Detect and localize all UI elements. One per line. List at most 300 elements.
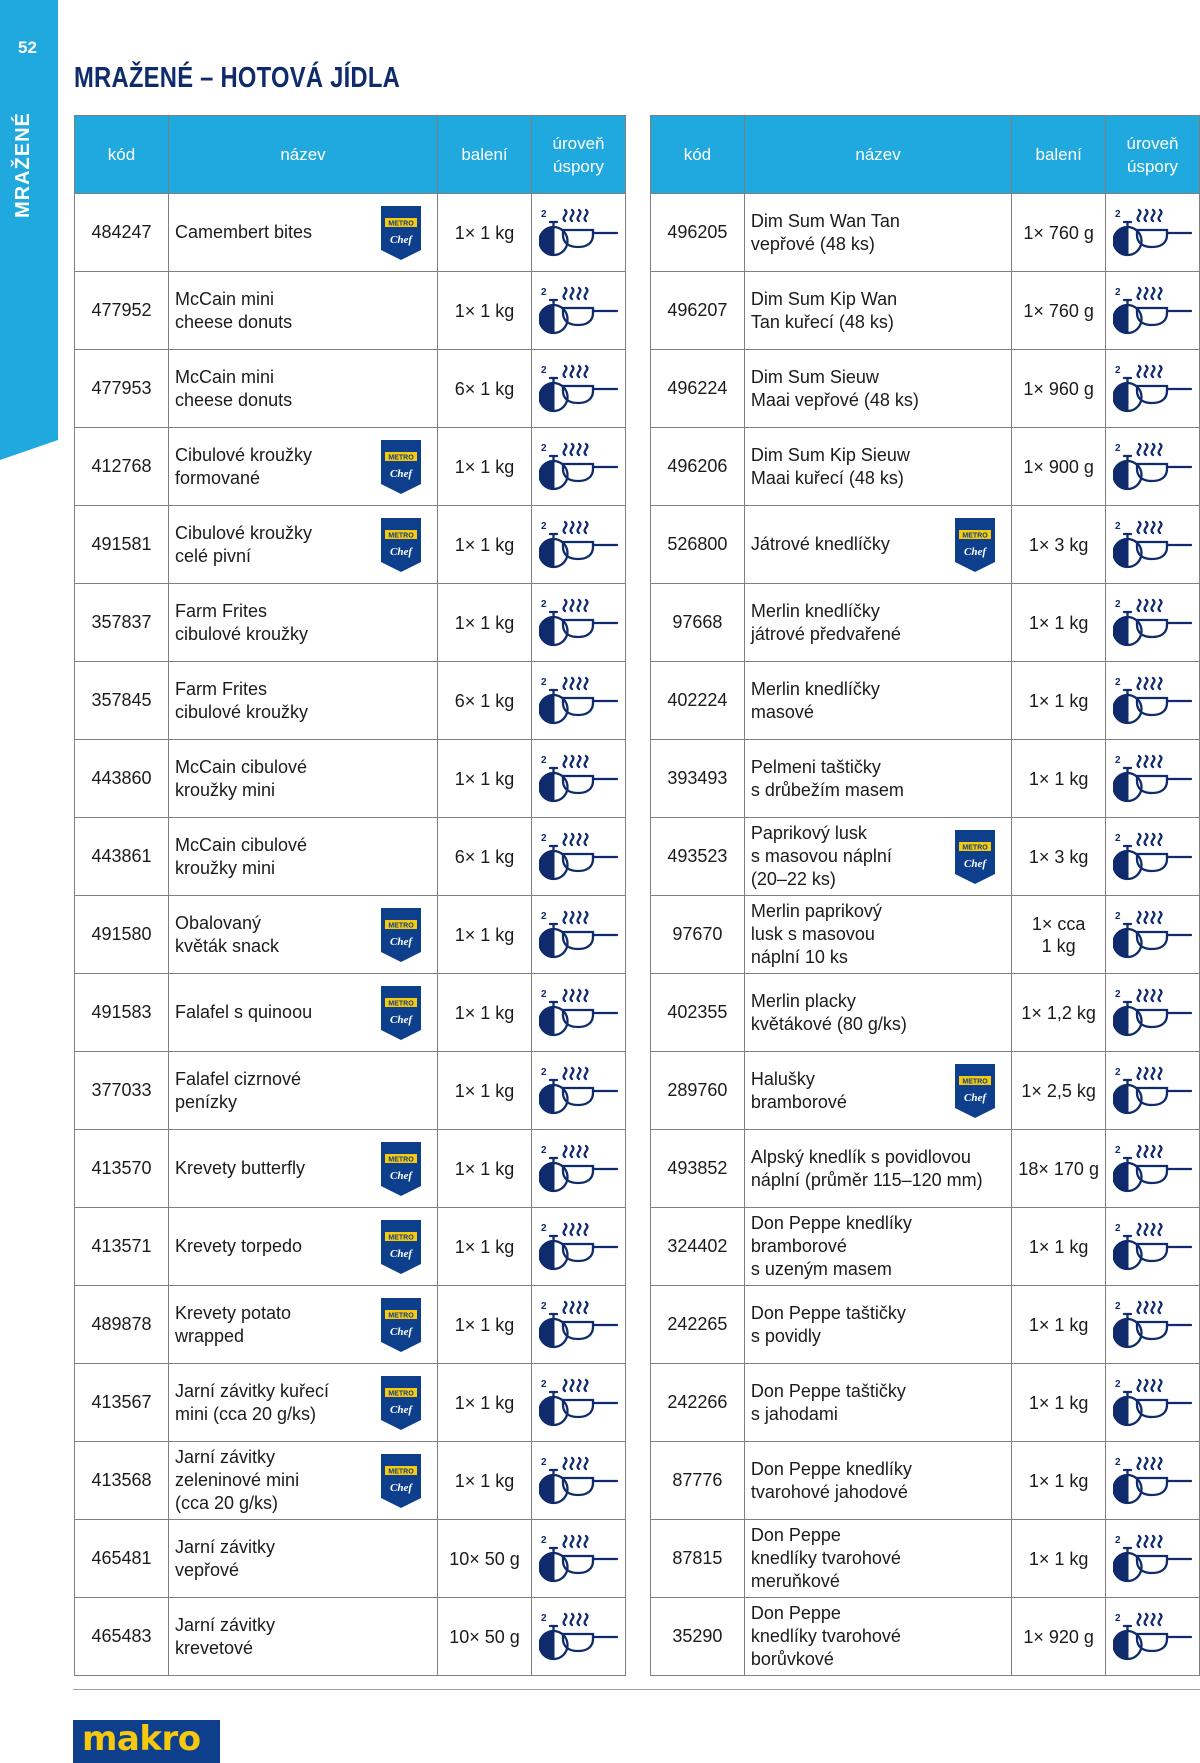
product-name-cell <box>744 350 1011 428</box>
savings-level-number: 2 <box>1114 364 1121 376</box>
product-pack: 1× 760 g <box>1012 272 1106 350</box>
savings-level-cell <box>1106 1364 1200 1442</box>
product-name: Don Peppe knedlíky bramborové s uzeným masem <box>750 1213 912 1279</box>
product-pack: 1× 1 kg <box>438 428 532 506</box>
table-row <box>651 662 1200 740</box>
savings-level-cell <box>1106 1520 1200 1598</box>
product-name: Don Peppe knedlíky tvarohové borůvkové <box>750 1603 901 1669</box>
product-pack: 1× 1 kg <box>438 896 532 974</box>
product-name-cell <box>744 584 1011 662</box>
chef-badge-bottom-text: Chef <box>390 1403 412 1416</box>
product-name-cell <box>169 1520 438 1598</box>
section-tab-shape <box>0 0 60 465</box>
savings-level-number: 2 <box>540 1378 547 1390</box>
table-row <box>651 1598 1200 1676</box>
product-pack: 1× 1 kg <box>1012 662 1106 740</box>
table-row <box>651 194 1200 272</box>
product-code: 496206 <box>651 428 745 506</box>
savings-level-icon <box>539 1143 619 1195</box>
product-code: 242266 <box>651 1364 745 1442</box>
savings-level-icon <box>539 675 619 727</box>
header-pack: balení <box>438 116 532 194</box>
metro-chef-icon <box>381 1454 421 1508</box>
chef-badge-bottom-text: Chef <box>390 1481 412 1494</box>
header-code: kód <box>75 116 169 194</box>
chef-badge-bottom-text: Chef <box>964 1091 987 1104</box>
savings-level-number: 2 <box>540 988 547 1000</box>
product-pack: 1× 960 g <box>1012 350 1106 428</box>
savings-level-icon <box>539 1611 619 1663</box>
product-name: Játrové knedlíčky <box>750 534 890 554</box>
savings-level-number: 2 <box>1114 1378 1121 1390</box>
chef-badge-top-text: METRO <box>388 1312 414 1319</box>
savings-level-cell <box>532 1598 626 1676</box>
product-pack: 1× 1 kg <box>438 1442 532 1520</box>
savings-level-icon <box>1113 1455 1193 1507</box>
product-name: McCain cibulové kroužky mini <box>175 756 308 800</box>
savings-level-icon <box>1113 1533 1193 1585</box>
product-name: Falafel s quinoou <box>175 1002 313 1022</box>
savings-level-number: 2 <box>1114 1144 1121 1156</box>
chef-badge-top-text: METRO <box>388 1000 414 1007</box>
product-name-cell <box>744 1130 1011 1208</box>
savings-level-cell <box>532 506 626 584</box>
savings-level-icon <box>1113 1065 1193 1117</box>
product-pack: 1× 1 kg <box>1012 740 1106 818</box>
chef-badge-top-text: METRO <box>388 220 414 227</box>
metro-chef-icon <box>955 518 995 572</box>
savings-level-cell <box>532 1442 626 1520</box>
table-row <box>75 1286 626 1364</box>
savings-level-cell <box>1106 506 1200 584</box>
table-row <box>651 1130 1200 1208</box>
product-pack: 6× 1 kg <box>438 350 532 428</box>
savings-level-icon <box>539 597 619 649</box>
product-pack: 1× cca 1 kg <box>1012 896 1106 974</box>
product-code: 491583 <box>75 974 169 1052</box>
product-pack: 1× 1 kg <box>438 584 532 662</box>
product-pack: 1× 1 kg <box>438 974 532 1052</box>
product-code: 526800 <box>651 506 745 584</box>
savings-level-number: 2 <box>540 1066 547 1078</box>
product-name-cell <box>744 662 1011 740</box>
table-row <box>75 194 626 272</box>
savings-level-icon <box>539 1065 619 1117</box>
savings-level-number: 2 <box>540 1222 547 1234</box>
savings-level-icon <box>539 1455 619 1507</box>
product-pack: 1× 1 kg <box>438 1052 532 1130</box>
chef-badge-bottom-text: Chef <box>964 857 987 870</box>
savings-level-cell <box>532 350 626 428</box>
product-name: Don Peppe knedlíky tvarohové jahodové <box>750 1458 912 1502</box>
savings-level-number: 2 <box>540 208 547 220</box>
product-name: Merlin knedlíčky játrové předvařené <box>750 600 901 644</box>
chef-badge-bottom-text: Chef <box>390 233 412 246</box>
product-pack: 1× 1,2 kg <box>1012 974 1106 1052</box>
savings-level-number: 2 <box>1114 598 1121 610</box>
product-name: Dim Sum Sieuw Maai vepřové (48 ks) <box>750 366 919 410</box>
savings-level-number: 2 <box>540 520 547 532</box>
product-name: Falafel cizrnové penízky <box>175 1068 302 1112</box>
product-name: Pelmeni taštičky s drůbežím masem <box>750 756 904 800</box>
savings-level-number: 2 <box>540 1612 547 1624</box>
savings-level-icon <box>539 831 619 883</box>
product-pack: 1× 1 kg <box>1012 1364 1106 1442</box>
chef-badge-top-text: METRO <box>962 844 988 851</box>
savings-level-icon <box>1113 519 1193 571</box>
product-name-cell <box>169 1598 438 1676</box>
product-pack: 6× 1 kg <box>438 662 532 740</box>
metro-chef-icon <box>381 908 421 962</box>
table-row <box>651 896 1200 974</box>
chef-badge-top-text: METRO <box>388 1468 414 1475</box>
chef-badge-bottom-text: Chef <box>390 935 412 948</box>
product-pack: 1× 2,5 kg <box>1012 1052 1106 1130</box>
savings-level-icon <box>1113 675 1193 727</box>
product-pack: 1× 920 g <box>1012 1598 1106 1676</box>
product-pack: 1× 1 kg <box>438 272 532 350</box>
table-row <box>75 1052 626 1130</box>
product-table-left <box>74 115 626 1676</box>
product-pack: 1× 1 kg <box>1012 1520 1106 1598</box>
product-pack: 1× 1 kg <box>438 194 532 272</box>
product-name: Merlin placky květákové (80 g/ks) <box>750 990 907 1034</box>
table-row <box>75 1520 626 1598</box>
savings-level-icon <box>1113 1299 1193 1351</box>
product-name: Don Peppe taštičky s jahodami <box>750 1380 906 1424</box>
product-code: 496207 <box>651 272 745 350</box>
table-row <box>651 1364 1200 1442</box>
savings-level-number: 2 <box>1114 910 1121 922</box>
product-code: 357837 <box>75 584 169 662</box>
product-name: Jarní závitky kuřecí mini (cca 20 g/ks) <box>175 1380 330 1424</box>
product-code: 443861 <box>75 818 169 896</box>
chef-badge-bottom-text: Chef <box>390 545 412 558</box>
savings-level-cell <box>1106 740 1200 818</box>
savings-level-number: 2 <box>540 1144 547 1156</box>
table-row <box>651 506 1200 584</box>
product-code: 289760 <box>651 1052 745 1130</box>
savings-level-icon <box>1113 207 1193 259</box>
product-name: Obalovaný květák snack <box>175 912 280 956</box>
product-name-cell <box>744 974 1011 1052</box>
savings-level-number: 2 <box>540 754 547 766</box>
table-row <box>651 974 1200 1052</box>
savings-level-number: 2 <box>540 910 547 922</box>
savings-level-icon <box>1113 285 1193 337</box>
product-name-cell <box>169 350 438 428</box>
metro-chef-icon <box>955 830 995 884</box>
savings-level-cell <box>1106 1442 1200 1520</box>
savings-level-icon <box>1113 1143 1193 1195</box>
product-code: 413568 <box>75 1442 169 1520</box>
product-code: 402355 <box>651 974 745 1052</box>
savings-level-number: 2 <box>1114 442 1121 454</box>
savings-level-number: 2 <box>1114 1534 1121 1546</box>
product-code: 357845 <box>75 662 169 740</box>
product-name-cell <box>169 194 438 272</box>
product-code: 477952 <box>75 272 169 350</box>
product-name-cell <box>744 818 1011 896</box>
product-name: Dim Sum Kip Sieuw Maai kuřecí (48 ks) <box>750 444 910 488</box>
savings-level-number: 2 <box>1114 520 1121 532</box>
metro-chef-icon <box>955 1064 995 1118</box>
savings-level-cell <box>532 1130 626 1208</box>
table-row <box>75 428 626 506</box>
table-row <box>75 1598 626 1676</box>
chef-badge-top-text: METRO <box>388 532 414 539</box>
savings-level-cell <box>532 584 626 662</box>
product-name: Krevety butterfly <box>175 1158 306 1178</box>
product-code: 496205 <box>651 194 745 272</box>
table-row <box>75 896 626 974</box>
table-row <box>75 1364 626 1442</box>
product-name-cell <box>744 194 1011 272</box>
product-name-cell <box>744 272 1011 350</box>
table-row <box>651 1052 1200 1130</box>
savings-level-icon <box>539 207 619 259</box>
savings-level-icon <box>1113 1221 1193 1273</box>
product-table-right <box>650 115 1200 1676</box>
product-name-cell <box>169 974 438 1052</box>
product-name: Farm Frites cibulové kroužky <box>175 678 309 722</box>
savings-level-cell <box>532 974 626 1052</box>
product-code: 413570 <box>75 1130 169 1208</box>
product-name-cell <box>744 1286 1011 1364</box>
product-pack: 1× 3 kg <box>1012 506 1106 584</box>
product-name-cell <box>169 1052 438 1130</box>
savings-level-cell <box>532 1208 626 1286</box>
savings-level-cell <box>1106 662 1200 740</box>
header-savings: úroveň úspory <box>1106 116 1200 194</box>
makro-logo <box>73 1720 220 1763</box>
chef-badge-top-text: METRO <box>962 532 988 539</box>
savings-level-number: 2 <box>540 1456 547 1468</box>
product-code: 242265 <box>651 1286 745 1364</box>
product-code: 443860 <box>75 740 169 818</box>
product-name: Farm Frites cibulové kroužky <box>175 600 309 644</box>
savings-level-number: 2 <box>540 676 547 688</box>
metro-chef-icon <box>381 1220 421 1274</box>
chef-badge-top-text: METRO <box>388 1390 414 1397</box>
product-pack: 1× 1 kg <box>438 740 532 818</box>
product-name-cell <box>169 1364 438 1442</box>
savings-level-icon <box>539 987 619 1039</box>
product-name-cell <box>169 428 438 506</box>
table-row <box>75 740 626 818</box>
product-code: 465481 <box>75 1520 169 1598</box>
product-name: Paprikový lusk s masovou náplní (20–22 ks) <box>750 823 892 889</box>
savings-level-cell <box>532 194 626 272</box>
table-row <box>651 350 1200 428</box>
product-code: 413567 <box>75 1364 169 1442</box>
product-code: 97668 <box>651 584 745 662</box>
product-pack: 1× 1 kg <box>1012 1208 1106 1286</box>
savings-level-number: 2 <box>540 832 547 844</box>
product-code: 97670 <box>651 896 745 974</box>
product-name: Krevety torpedo <box>175 1236 303 1256</box>
product-name-cell <box>744 1364 1011 1442</box>
table-row <box>651 1520 1200 1598</box>
product-code: 491581 <box>75 506 169 584</box>
product-name-cell <box>744 896 1011 974</box>
savings-level-number: 2 <box>1114 1222 1121 1234</box>
product-name-cell <box>744 506 1011 584</box>
savings-level-number: 2 <box>540 286 547 298</box>
chef-badge-top-text: METRO <box>388 1234 414 1241</box>
savings-level-number: 2 <box>540 1300 547 1312</box>
product-pack: 1× 1 kg <box>438 1286 532 1364</box>
savings-level-cell <box>1106 1208 1200 1286</box>
product-name: McCain cibulové kroužky mini <box>175 834 308 878</box>
product-name: McCain mini cheese donuts <box>175 366 293 410</box>
product-code: 87815 <box>651 1520 745 1598</box>
savings-level-cell <box>532 1364 626 1442</box>
table-row <box>75 584 626 662</box>
metro-chef-icon <box>381 1298 421 1352</box>
table-header <box>75 116 626 194</box>
metro-chef-icon <box>381 518 421 572</box>
savings-level-cell <box>1106 896 1200 974</box>
table-row <box>651 272 1200 350</box>
product-name: Jarní závitky vepřové <box>175 1536 276 1580</box>
product-name-cell <box>169 506 438 584</box>
product-name: Camembert bites <box>175 222 313 242</box>
product-code: 491580 <box>75 896 169 974</box>
savings-level-number: 2 <box>1114 988 1121 1000</box>
product-name: Dim Sum Wan Tan vepřové (48 ks) <box>750 210 900 254</box>
product-name-cell <box>744 1598 1011 1676</box>
product-pack: 1× 1 kg <box>438 1130 532 1208</box>
product-name-cell <box>169 1286 438 1364</box>
savings-level-number: 2 <box>1114 832 1121 844</box>
product-pack: 1× 760 g <box>1012 194 1106 272</box>
savings-level-icon <box>539 519 619 571</box>
product-pack: 1× 1 kg <box>438 1208 532 1286</box>
table-row <box>75 1442 626 1520</box>
savings-level-icon <box>539 285 619 337</box>
savings-level-number: 2 <box>1114 676 1121 688</box>
product-code: 465483 <box>75 1598 169 1676</box>
product-name: Don Peppe knedlíky tvarohové meruňkové <box>750 1525 901 1591</box>
product-name-cell <box>744 428 1011 506</box>
savings-level-number: 2 <box>1114 1300 1121 1312</box>
savings-level-cell <box>1106 194 1200 272</box>
savings-level-cell <box>532 818 626 896</box>
product-code: 489878 <box>75 1286 169 1364</box>
product-pack: 10× 50 g <box>438 1598 532 1676</box>
chef-badge-bottom-text: Chef <box>390 467 412 480</box>
savings-level-icon <box>1113 597 1193 649</box>
product-name-cell <box>169 1208 438 1286</box>
table-row <box>75 272 626 350</box>
savings-level-number: 2 <box>540 598 547 610</box>
savings-level-icon <box>539 753 619 805</box>
product-name: McCain mini cheese donuts <box>175 288 293 332</box>
table-row <box>75 818 626 896</box>
metro-chef-icon <box>381 1376 421 1430</box>
product-name-cell <box>169 896 438 974</box>
header-code: kód <box>651 116 745 194</box>
product-code: 87776 <box>651 1442 745 1520</box>
product-pack: 18× 170 g <box>1012 1130 1106 1208</box>
product-name-cell <box>744 1052 1011 1130</box>
product-code: 413571 <box>75 1208 169 1286</box>
table-row <box>651 1442 1200 1520</box>
savings-level-number: 2 <box>1114 754 1121 766</box>
product-name-cell <box>744 1520 1011 1598</box>
product-name: Krevety potato wrapped <box>175 1302 292 1346</box>
product-pack: 1× 1 kg <box>1012 1442 1106 1520</box>
product-code: 35290 <box>651 1598 745 1676</box>
section-label: MRAŽENÉ <box>12 112 34 218</box>
savings-level-icon <box>539 441 619 493</box>
savings-level-cell <box>1106 974 1200 1052</box>
product-name-cell <box>169 818 438 896</box>
table-header <box>651 116 1200 194</box>
savings-level-cell <box>1106 584 1200 662</box>
footer-divider <box>73 1689 1200 1690</box>
product-name: Don Peppe taštičky s povidly <box>750 1302 906 1346</box>
savings-level-cell <box>1106 350 1200 428</box>
product-name: Merlin paprikový lusk s masovou náplní 10 ks <box>750 901 882 967</box>
table-row <box>651 1208 1200 1286</box>
product-name-cell <box>744 1208 1011 1286</box>
header-pack: balení <box>1012 116 1106 194</box>
table-row <box>75 506 626 584</box>
product-name: Halušky bramborové <box>750 1068 847 1112</box>
product-name: Alpský knedlík s povidlovou náplní (průměr 115–120 mm) <box>750 1146 983 1190</box>
chef-badge-bottom-text: Chef <box>964 545 987 558</box>
chef-badge-top-text: METRO <box>388 454 414 461</box>
savings-level-icon <box>1113 987 1193 1039</box>
product-name: Merlin knedlíčky masové <box>750 678 880 722</box>
page-title: MRAŽENÉ – HOTOVÁ JÍDLA <box>74 62 401 94</box>
table-row <box>75 1130 626 1208</box>
product-code: 496224 <box>651 350 745 428</box>
product-name: Jarní závitky zeleninové mini (cca 20 g/ks) <box>175 1447 300 1513</box>
product-code: 324402 <box>651 1208 745 1286</box>
product-pack: 1× 1 kg <box>438 506 532 584</box>
header-name: název <box>169 116 438 194</box>
savings-level-number: 2 <box>540 1534 547 1546</box>
savings-level-icon <box>1113 441 1193 493</box>
product-pack: 6× 1 kg <box>438 818 532 896</box>
savings-level-cell <box>532 272 626 350</box>
savings-level-number: 2 <box>1114 1612 1121 1624</box>
product-name-cell <box>169 584 438 662</box>
savings-level-cell <box>1106 818 1200 896</box>
savings-level-number: 2 <box>1114 1456 1121 1468</box>
savings-level-cell <box>532 428 626 506</box>
savings-level-icon <box>539 1377 619 1429</box>
product-name: Cibulové kroužky formované <box>175 444 313 488</box>
product-pack: 1× 900 g <box>1012 428 1106 506</box>
chef-badge-top-text: METRO <box>388 1156 414 1163</box>
savings-level-cell <box>1106 1598 1200 1676</box>
product-code: 484247 <box>75 194 169 272</box>
product-code: 402224 <box>651 662 745 740</box>
table-row <box>651 428 1200 506</box>
product-pack: 1× 3 kg <box>1012 818 1106 896</box>
product-code: 377033 <box>75 1052 169 1130</box>
savings-level-cell <box>1106 272 1200 350</box>
product-name-cell <box>169 740 438 818</box>
product-name: Dim Sum Kip Wan Tan kuřecí (48 ks) <box>750 288 898 332</box>
page-number: 52 <box>18 38 37 57</box>
chef-badge-bottom-text: Chef <box>390 1013 412 1026</box>
savings-level-icon <box>1113 1611 1193 1663</box>
